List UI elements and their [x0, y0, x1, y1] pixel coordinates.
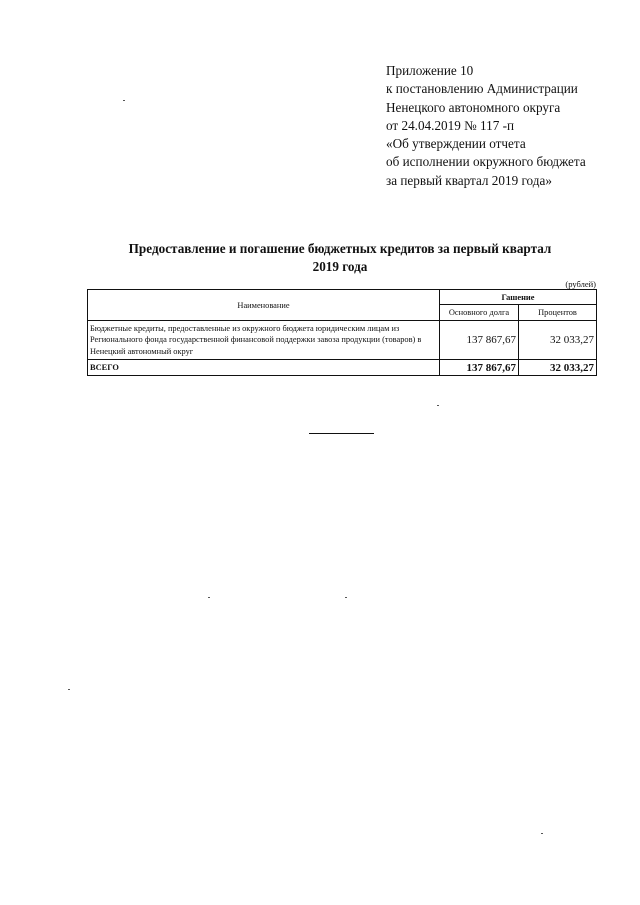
total-principal-cell: 137 867,67 [440, 360, 519, 376]
table-header-row [88, 290, 597, 305]
document-title [110, 240, 570, 276]
appendix-line: Ненецкого автономного округа [386, 99, 561, 115]
table-row [88, 321, 597, 360]
appendix-line: об исполнении окружного бюджета [386, 154, 586, 170]
scan-speck [437, 405, 439, 406]
title-line-2: 2019 года [312, 259, 368, 274]
credits-table [87, 289, 597, 376]
scan-speck [68, 689, 70, 690]
end-divider-line [309, 433, 374, 434]
scan-speck [345, 597, 347, 598]
row-interest-cell: 32 033,27 [519, 321, 597, 360]
appendix-block [386, 62, 616, 190]
appendix-line: от 24.04.2019 № 117 -п [386, 117, 515, 133]
total-label-cell: ВСЕГО [88, 360, 440, 376]
units-label: (рублей) [565, 279, 596, 289]
row-name-cell: Бюджетные кредиты, предоставленные из окружного бюджета юридическим лицам из Регионального фонда государственной финансовой поддержки завоза продукции (товаров) в Ненецкий автономный округ [88, 321, 440, 360]
scan-speck [541, 833, 543, 834]
scan-speck [123, 100, 125, 101]
column-header-interest: Процентов [519, 305, 597, 321]
appendix-line: «Об утверждении отчета [386, 136, 526, 152]
column-header-name: Наименование [88, 290, 440, 321]
appendix-line: за первый квартал 2019 года» [386, 172, 552, 188]
column-group-header-repayment: Гашение [440, 290, 597, 305]
appendix-line: к постановлению Администрации [386, 81, 578, 97]
appendix-line: Приложение 10 [386, 63, 474, 78]
title-line-1: Предоставление и погашение бюджетных кредитов за первый квартал [128, 241, 552, 256]
row-principal-cell: 137 867,67 [440, 321, 519, 360]
scan-speck [208, 597, 210, 598]
total-interest-cell: 32 033,27 [519, 360, 597, 376]
column-header-principal: Основного долга [440, 305, 519, 321]
table-total-row [88, 360, 597, 376]
